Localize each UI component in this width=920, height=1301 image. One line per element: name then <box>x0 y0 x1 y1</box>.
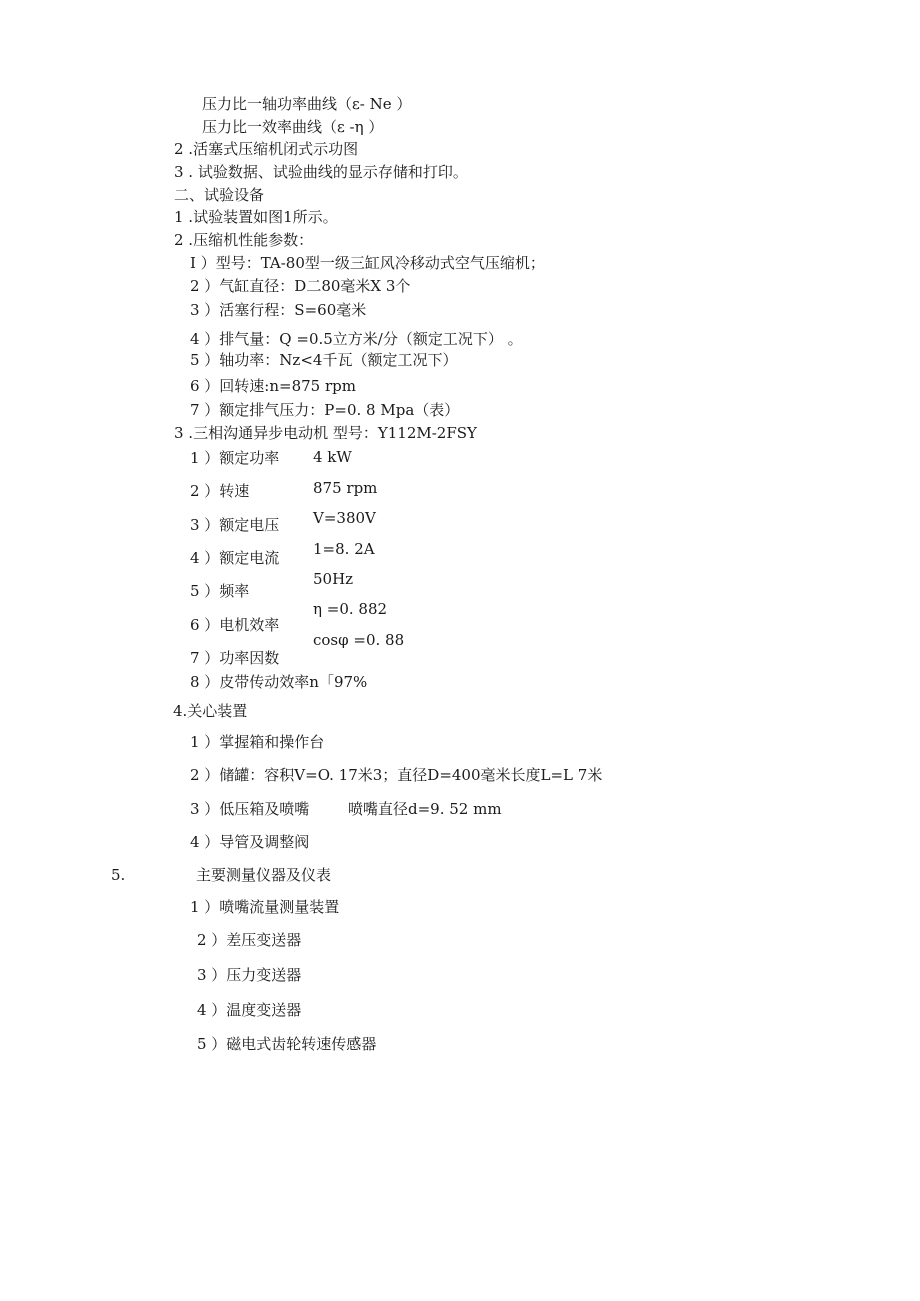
param-shaft-power: 5 ）轴功率：Nz<4千瓦（额定工况下） <box>190 351 458 369</box>
item-indicator-diagram: 2 .活塞式压缩机闭式示功图 <box>174 140 359 158</box>
section-heading-equipment: 二、试验设备 <box>174 186 265 204</box>
aux-pipe-valve: 4 ）导管及调整阀 <box>190 833 310 851</box>
aux-nozzle-diameter: 喷嘴直径d=9. 52 mm <box>348 800 502 818</box>
item-motor: 3 .三相沟通异步电动机 型号：Y112M-2FSY <box>174 424 477 442</box>
item-measuring-instruments: 主要测量仪器及仪表 <box>196 866 332 884</box>
instrument-diff-pressure: 2 ）差压变送器 <box>197 931 302 949</box>
instrument-speed-sensor: 5 ）磁电式齿轮转速传感器 <box>197 1035 377 1053</box>
item-data-display: 3 . 试验数据、试验曲线的显示存储和打印。 <box>174 163 468 181</box>
item-test-device: 1 .试验装置如图1所示。 <box>174 208 338 226</box>
item-compressor-params: 2 .压缩机性能参数： <box>174 231 314 249</box>
curve-pressure-efficiency: 压力比一效率曲线（ε -η ） <box>202 118 384 136</box>
param-rotation-speed: 6 ）回转速:n=875 rpm <box>190 377 356 395</box>
motor-value: 50Hz <box>313 570 354 588</box>
motor-label: 7 ）功率因数 <box>190 649 280 667</box>
aux-low-pressure-box: 3 ）低压箱及喷嘴 <box>190 800 310 818</box>
aux-control-box: 1 ）掌握箱和操作台 <box>190 733 325 751</box>
motor-value: V=380V <box>313 509 376 527</box>
motor-value: cosφ =0. 88 <box>313 631 405 649</box>
motor-label: 3 ）额定电压 <box>190 516 280 534</box>
motor-value: 4 kW <box>313 448 352 466</box>
motor-label: 4 ）额定电流 <box>190 549 280 567</box>
param-discharge-pressure: 7 ）额定排气压力：P=0. 8 Mpa（表） <box>190 401 460 419</box>
aux-storage-tank: 2 ）储罐：容积V=O. 17米3；直径D=400毫米长度L=L 7米 <box>190 766 603 784</box>
param-belt-efficiency: 8 ）皮带传动效率n「97% <box>190 673 368 691</box>
motor-value: η =0. 882 <box>313 600 388 618</box>
param-model: I ）型号：TA-80型一级三缸风冷移动式空气压缩机； <box>190 254 545 272</box>
curve-pressure-power: 压力比一轴功率曲线（ε- Ne ） <box>202 95 412 113</box>
param-cylinder-diameter: 2 ）气缸直径：D二80毫米X 3个 <box>190 277 411 295</box>
motor-label: 6 ）电机效率 <box>190 616 280 634</box>
motor-label: 1 ）额定功率 <box>190 449 280 467</box>
instrument-nozzle-flow: 1 ）喷嘴流量测量装置 <box>190 898 340 916</box>
param-piston-stroke: 3 ）活塞行程：S=60毫米 <box>190 301 367 319</box>
motor-value: 1=8. 2A <box>313 540 375 558</box>
instrument-temperature: 4 ）温度变送器 <box>197 1001 302 1019</box>
motor-value: 875 rpm <box>313 479 378 497</box>
instrument-pressure: 3 ）压力变送器 <box>197 966 302 984</box>
motor-label: 2 ）转速 <box>190 482 250 500</box>
param-displacement: 4 ）排气量：Q =0.5立方米/分（额定工况下） 。 <box>190 330 523 348</box>
item-auxiliary-devices: 4.关心装置 <box>173 702 248 720</box>
item-number-5: 5. <box>111 866 126 884</box>
motor-label: 5 ）频率 <box>190 582 250 600</box>
